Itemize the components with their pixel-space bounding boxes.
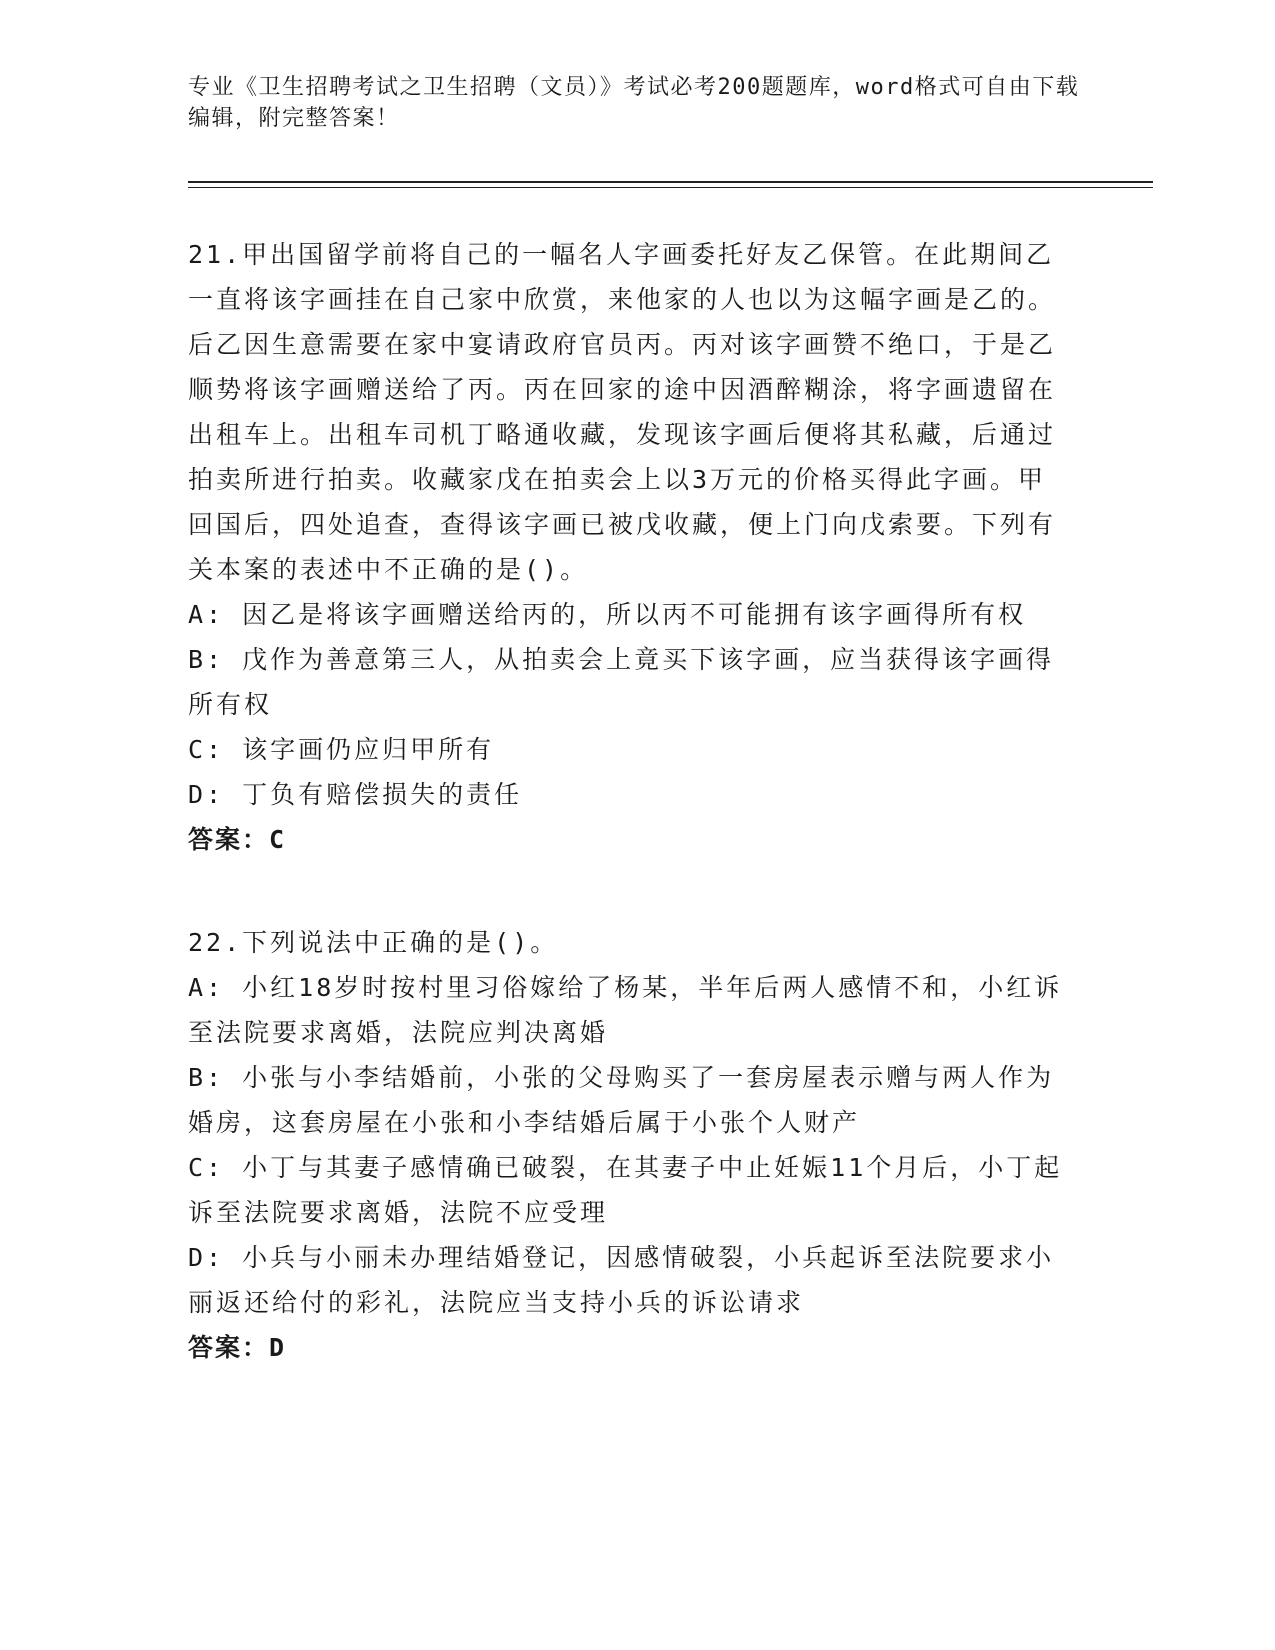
- option-b: B: 小张与小李结婚前，小张的父母购买了一套房屋表示赠与两人作为婚房，这套房屋在小张和小李结婚后属于小张个人财产: [188, 1063, 1055, 1137]
- document-header: 专业《卫生招聘考试之卫生招聘（文员）》考试必考200题题库，word格式可自由下载编辑，附完整答案！: [188, 75, 1080, 131]
- question-22: [188, 920, 1068, 1370]
- answer: 答案：D: [188, 1333, 287, 1362]
- question-21: [188, 232, 1068, 862]
- header-divider-thick: [188, 181, 1153, 183]
- header-divider-thin: [188, 187, 1153, 188]
- option-c: C: 小丁与其妻子感情确已破裂，在其妻子中止妊娠11个月后，小丁起诉至法院要求离婚，法院不应受理: [188, 1153, 1063, 1227]
- option-a: A: 小红18岁时按村里习俗嫁给了杨某，半年后两人感情不和，小红诉至法院要求离婚，法院应判决离婚: [188, 973, 1063, 1047]
- answer: 答案：C: [188, 825, 287, 854]
- option-b: B: 戊作为善意第三人，从拍卖会上竟买下该字画，应当获得该字画得所有权: [188, 645, 1055, 719]
- option-d: D: 小兵与小丽未办理结婚登记，因感情破裂，小兵起诉至法院要求小丽返还给付的彩礼，法院应当支持小兵的诉讼请求: [188, 1243, 1055, 1317]
- option-c: C: 该字画仍应归甲所有: [188, 735, 495, 764]
- option-d: D: 丁负有赔偿损失的责任: [188, 780, 523, 809]
- option-a: A: 因乙是将该字画赠送给丙的，所以丙不可能拥有该字画得所有权: [188, 600, 1027, 629]
- question-stem: 22.下列说法中正确的是()。: [188, 928, 559, 957]
- question-stem: 21.甲出国留学前将自己的一幅名人字画委托好友乙保管。在此期间乙一直将该字画挂在自己家中欣赏，来他家的人也以为这幅字画是乙的。后乙因生意需要在家中宴请政府官员丙。丙对该字画赞不绝口，于是乙顺势将该字画赠送给了丙。丙在回家的途中因酒醉糊涂，将字画遗留在出租车上。出租车司机丁略通收藏，发现该字画后便将其私藏，后通过拍卖所进行拍卖。收藏家戊在拍卖会上以3万元的价格买得此字画。甲回国后，四处追查，查得该字画已被戊收藏，便上门向戊索要。下列有关本案的表述中不正确的是()。: [188, 240, 1057, 584]
